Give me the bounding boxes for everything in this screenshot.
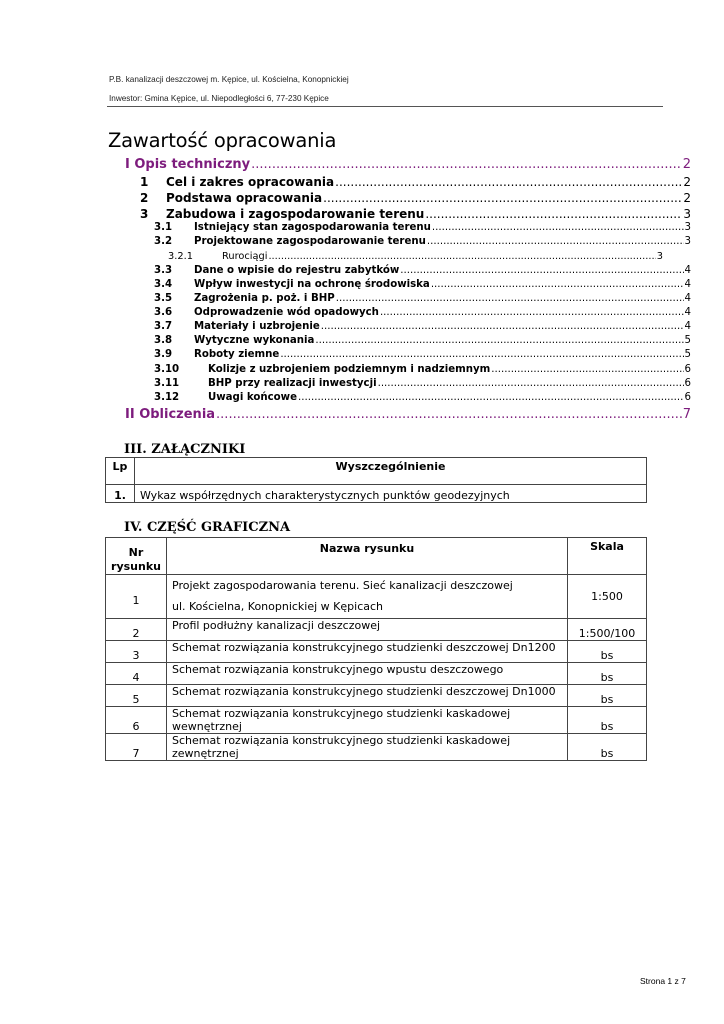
toc-page: 5 bbox=[684, 335, 691, 346]
toc-entry-3[interactable] bbox=[140, 207, 691, 221]
toc-entry-3-4[interactable] bbox=[154, 279, 691, 290]
graphics-heading: IV. CZĘŚĆ GRAFICZNA bbox=[124, 520, 291, 535]
cell-name-line: Projekt zagospodarowania terenu. Sieć kanalizacji deszczowej bbox=[172, 579, 513, 592]
toc-page: 7 bbox=[682, 407, 691, 422]
toc-label: Zabudowa i zagospodarowanie terenu bbox=[166, 207, 425, 221]
toc-page: 4 bbox=[684, 265, 691, 276]
toc-page: 3 bbox=[656, 251, 663, 262]
cell-name bbox=[167, 575, 568, 619]
attachments-table bbox=[105, 457, 647, 503]
toc-page: 3 bbox=[684, 236, 691, 247]
toc-label: Wytyczne wykonania bbox=[194, 335, 315, 346]
toc-number: 3.1 bbox=[154, 222, 173, 233]
cell-name: Schemat rozwiązania konstrukcyjnego studzienki deszczowej Dn1000 bbox=[167, 685, 568, 707]
table-row bbox=[106, 575, 647, 619]
cell-name: Schemat rozwiązania konstrukcyjnego studzienki deszczowej Dn1200 bbox=[167, 641, 568, 663]
cell-nr: 6 bbox=[106, 707, 167, 734]
header-project-line: P.B. kanalizacji deszczowej m. Kępice, ul. Kościelna, Konopnickiej bbox=[109, 75, 349, 84]
table-row bbox=[106, 685, 647, 707]
toc-entry-3-7[interactable] bbox=[154, 321, 691, 332]
table-row bbox=[106, 619, 647, 641]
toc-entry-3-11[interactable] bbox=[154, 378, 691, 389]
toc-page: 4 bbox=[684, 307, 691, 318]
cell-nr: 2 bbox=[106, 619, 167, 641]
cell-scale: bs bbox=[568, 663, 647, 685]
toc-label: II Obliczenia bbox=[125, 407, 216, 422]
cell-name: Schemat rozwiązania konstrukcyjnego wpustu deszczowego bbox=[167, 663, 568, 685]
toc-entry-3-3[interactable] bbox=[154, 265, 691, 276]
toc-label: Zagrożenia p. poż. i BHP bbox=[194, 293, 335, 304]
toc-label: Cel i zakres opracowania bbox=[166, 175, 335, 189]
toc-label: Kolizje z uzbrojeniem podziemnym i nadziemnym bbox=[208, 364, 491, 375]
col-desc-header: Wyszczególnienie bbox=[135, 458, 647, 485]
table-row bbox=[106, 641, 647, 663]
toc-page: 4 bbox=[684, 279, 691, 290]
toc-label: Odprowadzenie wód opadowych bbox=[194, 307, 379, 318]
cell-name: Schemat rozwiązania konstrukcyjnego studzienki kaskadowej wewnętrznej bbox=[167, 707, 568, 734]
toc-page: 2 bbox=[682, 157, 691, 172]
table-row bbox=[106, 707, 647, 734]
cell-scale: 1:500 bbox=[568, 575, 647, 619]
toc-label: Podstawa opracowania bbox=[166, 191, 323, 205]
cell-nr: 1 bbox=[106, 575, 167, 619]
toc-label: Materiały i uzbrojenie bbox=[194, 321, 320, 332]
cell-nr: 7 bbox=[106, 734, 167, 761]
toc-entry-3-1[interactable] bbox=[154, 222, 691, 233]
table-row bbox=[106, 663, 647, 685]
table-row bbox=[106, 485, 647, 503]
toc-entry-2[interactable] bbox=[140, 191, 691, 205]
toc-label: Rurociągi bbox=[222, 251, 268, 262]
toc-entry-1[interactable] bbox=[140, 175, 691, 189]
cell-scale: bs bbox=[568, 707, 647, 734]
table-header-row bbox=[106, 458, 647, 485]
toc-page: 6 bbox=[684, 364, 691, 375]
cell-name: Schemat rozwiązania konstrukcyjnego studzienki kaskadowej zewnętrznej bbox=[167, 734, 568, 761]
drawings-table bbox=[105, 537, 647, 761]
toc-entry-3-10[interactable] bbox=[154, 364, 691, 375]
cell-scale: bs bbox=[568, 734, 647, 761]
cell-desc: Wykaz współrzędnych charakterystycznych punktów geodezyjnych bbox=[135, 485, 647, 503]
toc-number: 3.12 bbox=[154, 392, 180, 403]
toc-entry-3-2-1[interactable] bbox=[168, 251, 663, 262]
page-number: Strona 1 z 7 bbox=[640, 976, 686, 986]
cell-name-line: ul. Kościelna, Konopnickiej w Kępicach bbox=[172, 600, 384, 613]
toc-number: 3.2 bbox=[154, 236, 173, 247]
cell-nr: 3 bbox=[106, 641, 167, 663]
toc-number: 3.3 bbox=[154, 265, 173, 276]
toc-number: 3.10 bbox=[154, 364, 180, 375]
col-name-header: Nazwa rysunku bbox=[167, 538, 568, 575]
cell-scale: 1:500/100 bbox=[568, 619, 647, 641]
toc-label: Roboty ziemne bbox=[194, 349, 280, 360]
toc-page: 2 bbox=[683, 175, 691, 189]
toc-label: Uwagi końcowe bbox=[208, 392, 298, 403]
toc-entry-3-8[interactable] bbox=[154, 335, 691, 346]
toc-number: 3 bbox=[140, 207, 149, 221]
toc-number: 3.5 bbox=[154, 293, 173, 304]
toc-page: 4 bbox=[684, 293, 691, 304]
toc-label: Istniejący stan zagospodarowania terenu bbox=[194, 222, 431, 233]
toc-page: 5 bbox=[684, 349, 691, 360]
toc-label: Projektowane zagospodarowanie terenu bbox=[194, 236, 426, 247]
toc-entry-3-12[interactable] bbox=[154, 392, 691, 403]
toc-entry-obliczenia[interactable] bbox=[125, 407, 691, 422]
header-divider bbox=[107, 106, 663, 107]
toc-label: I Opis techniczny bbox=[125, 157, 251, 172]
table-header-row bbox=[106, 538, 647, 575]
toc-entry-opis-techniczny[interactable] bbox=[125, 157, 691, 172]
toc-label: Dane o wpisie do rejestru zabytków bbox=[194, 265, 400, 276]
toc-number: 3.8 bbox=[154, 335, 173, 346]
toc-number: 3.7 bbox=[154, 321, 173, 332]
table-row bbox=[106, 734, 647, 761]
toc-entry-3-9[interactable] bbox=[154, 349, 691, 360]
col-nr-header: Nr rysunku bbox=[106, 538, 167, 575]
cell-scale: bs bbox=[568, 641, 647, 663]
cell-scale: bs bbox=[568, 685, 647, 707]
col-scale-header: Skala bbox=[568, 538, 647, 575]
cell-nr: 5 bbox=[106, 685, 167, 707]
col-lp-header: Lp bbox=[106, 458, 135, 485]
page-title: Zawartość opracowania bbox=[108, 129, 337, 152]
toc-number: 1 bbox=[140, 175, 149, 189]
toc-number: 3.11 bbox=[154, 378, 180, 389]
attachments-heading: III. ZAŁĄCZNIKI bbox=[124, 442, 246, 457]
toc-entry-3-2[interactable] bbox=[154, 236, 691, 247]
toc-number: 3.2.1 bbox=[168, 251, 193, 262]
toc-number: 3.9 bbox=[154, 349, 173, 360]
cell-name: Profil podłużny kanalizacji deszczowej bbox=[167, 619, 568, 641]
toc-page: 3 bbox=[683, 207, 691, 221]
toc-entry-3-6[interactable] bbox=[154, 307, 691, 318]
toc-label: BHP przy realizacji inwestycji bbox=[208, 378, 377, 389]
toc-number: 2 bbox=[140, 191, 149, 205]
toc-page: 6 bbox=[684, 392, 691, 403]
toc-page: 2 bbox=[683, 191, 691, 205]
toc-entry-3-5[interactable] bbox=[154, 293, 691, 304]
cell-nr: 4 bbox=[106, 663, 167, 685]
toc-page: 3 bbox=[684, 222, 691, 233]
toc-page: 4 bbox=[684, 321, 691, 332]
toc-label: Wpływ inwestycji na ochronę środowiska bbox=[194, 279, 430, 290]
toc-number: 3.6 bbox=[154, 307, 173, 318]
header-investor-line: Inwestor: Gmina Kępice, ul. Niepodległości 6, 77-230 Kępice bbox=[109, 94, 329, 103]
cell-lp: 1. bbox=[106, 485, 135, 503]
toc-page: 6 bbox=[684, 378, 691, 389]
toc-number: 3.4 bbox=[154, 279, 173, 290]
